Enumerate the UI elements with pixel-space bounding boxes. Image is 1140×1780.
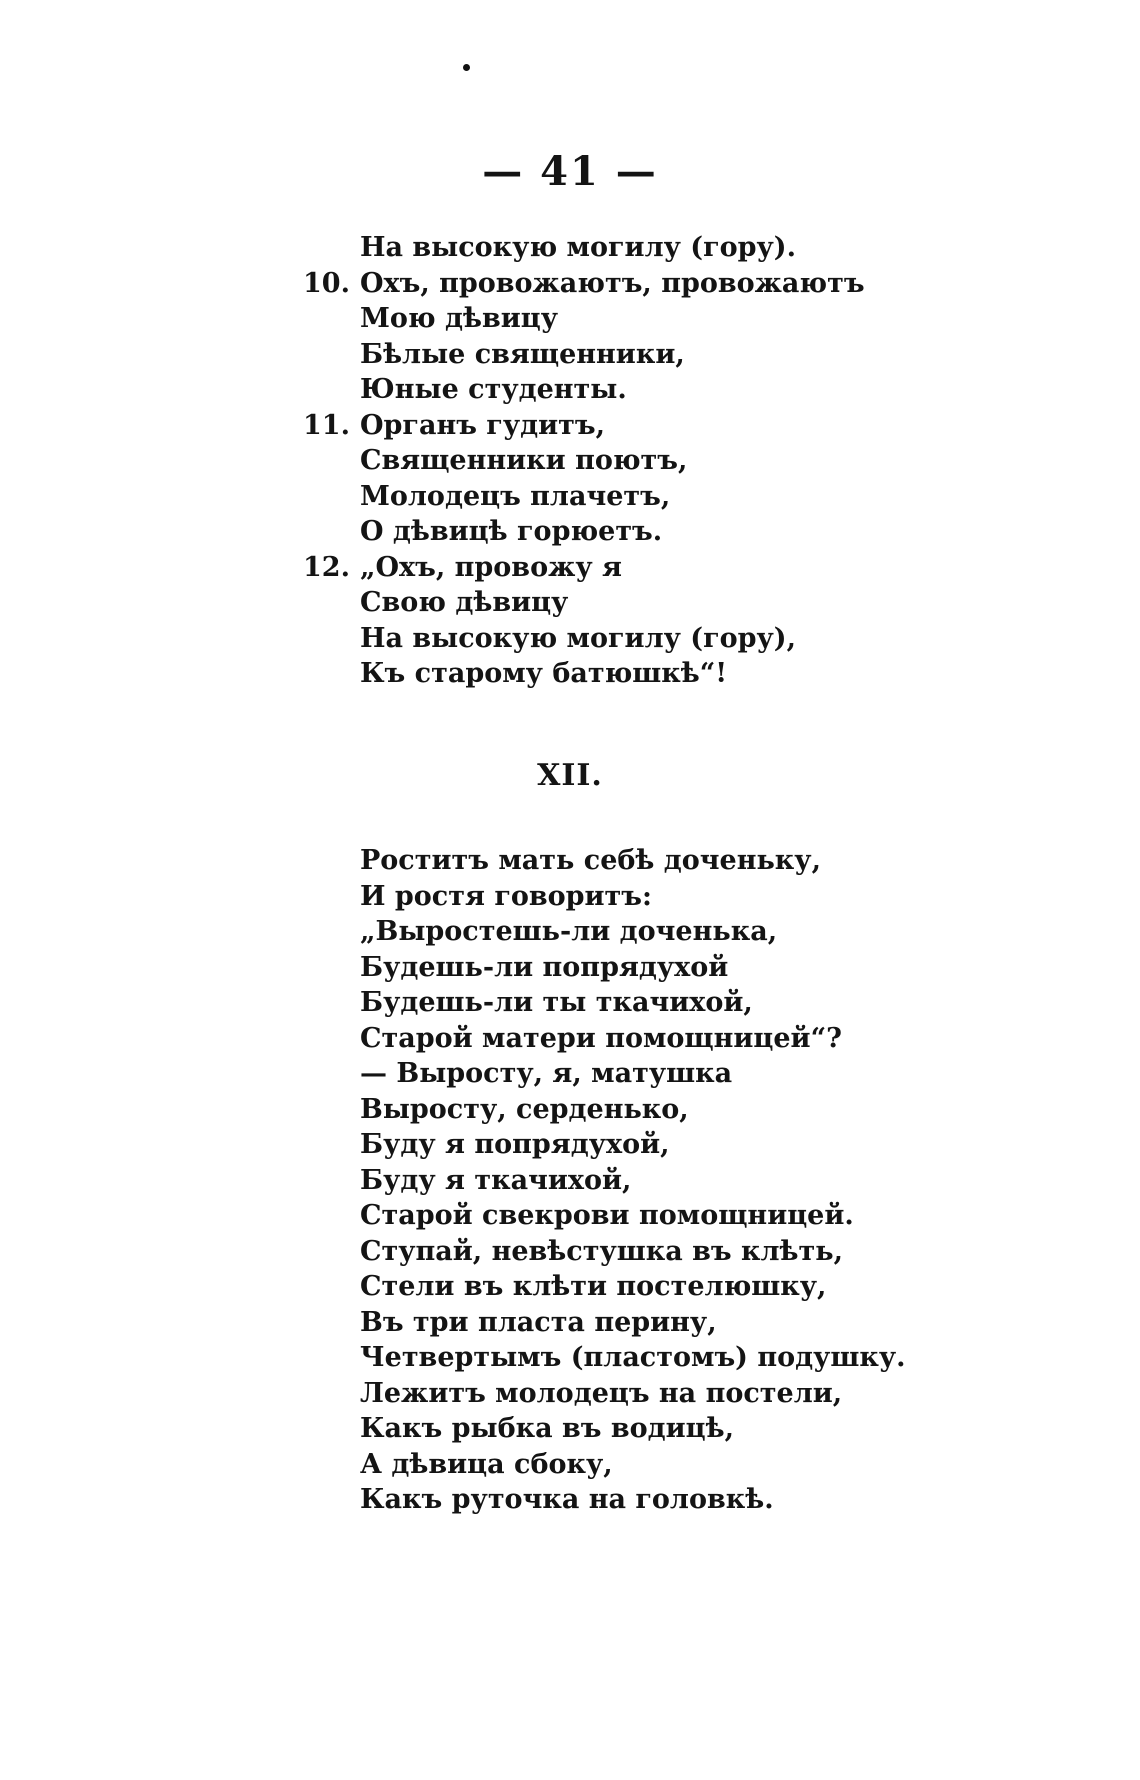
- verse-line: [360, 337, 1060, 373]
- verse-line: [360, 443, 1060, 479]
- verse-line: Старой матери помощницей“?: [360, 1022, 842, 1054]
- verse-text: Къ старому батюшкѣ“!: [360, 658, 728, 689]
- verse-line: [360, 621, 1060, 657]
- verse-text: Свою дѣвицу: [360, 587, 569, 618]
- verse-line: Будешь-ли попрядухой: [360, 951, 729, 983]
- verse-line: Будешь-ли ты ткачихой,: [360, 987, 753, 1018]
- verse-line: Четвертымъ (пластомъ) подушку.: [360, 1342, 906, 1373]
- verse-text: О дѣвицѣ горюетъ.: [360, 516, 663, 547]
- verse-line: Выросту, серденько,: [360, 1093, 689, 1125]
- verse-line: [303, 266, 1060, 302]
- verse-text: Священники поютъ,: [360, 445, 688, 476]
- verse-line: [303, 408, 1060, 444]
- verse-line: Буду я ткачихой,: [360, 1164, 632, 1196]
- stanza-number: 12.: [303, 551, 350, 583]
- verse-line: Какъ рыбка въ водицѣ,: [360, 1413, 735, 1444]
- verse-line: [303, 550, 1060, 586]
- verse-line: И ростя говоритъ:: [360, 880, 652, 912]
- verse-line: [360, 479, 1060, 515]
- verse-line: Ступай, невѣстушка въ клѣть,: [360, 1235, 843, 1267]
- verse-line: [360, 301, 1060, 337]
- page-number: — 41 —: [482, 148, 658, 195]
- verse-line: [360, 656, 1060, 692]
- verse-text: Охъ, провожаютъ, провожаютъ: [360, 267, 865, 299]
- verse-line: [360, 372, 1060, 408]
- verse-text: На высокую могилу (гору),: [360, 622, 796, 654]
- verse-line: Въ три пласта перину,: [360, 1306, 717, 1338]
- stanza-number: 10.: [303, 267, 350, 299]
- verse-line: — Выросту, я, матушка: [360, 1058, 733, 1089]
- continued-song-text: [303, 230, 1060, 692]
- verse-text: На высокую могилу (гору).: [360, 232, 796, 263]
- verse-line: Буду я попрядухой,: [360, 1129, 670, 1160]
- verse-line: Какъ руточка на головкѣ.: [360, 1484, 774, 1515]
- verse-line: Лежитъ молодецъ на постели,: [360, 1377, 843, 1409]
- verse-line: Роститъ мать себѣ доченьку,: [360, 845, 821, 876]
- verse-text: Молодецъ плачетъ,: [360, 480, 671, 512]
- verse-line: „Выростешь-ли доченька,: [360, 916, 778, 947]
- verse-text: Мою дѣвицу: [360, 303, 558, 334]
- section-heading: XII.: [537, 758, 603, 793]
- verse-text: „Охъ, провожу я: [360, 551, 622, 583]
- stanza-number: 11.: [303, 409, 350, 441]
- verse-line: А дѣвица сбоку,: [360, 1448, 613, 1480]
- verse-line: Стели въ клѣти постелюшку,: [360, 1271, 827, 1302]
- verse-line: [360, 585, 1060, 621]
- verse-line: [360, 230, 1060, 266]
- song-xii-text: [360, 843, 1060, 1518]
- ink-speck: [463, 64, 470, 71]
- verse-text: Бѣлые священники,: [360, 338, 685, 370]
- verse-text: Юные студенты.: [360, 374, 627, 405]
- verse-text: Органъ гудитъ,: [360, 409, 606, 441]
- verse-line: Старой свекрови помощницей.: [360, 1200, 854, 1231]
- verse-line: [360, 514, 1060, 550]
